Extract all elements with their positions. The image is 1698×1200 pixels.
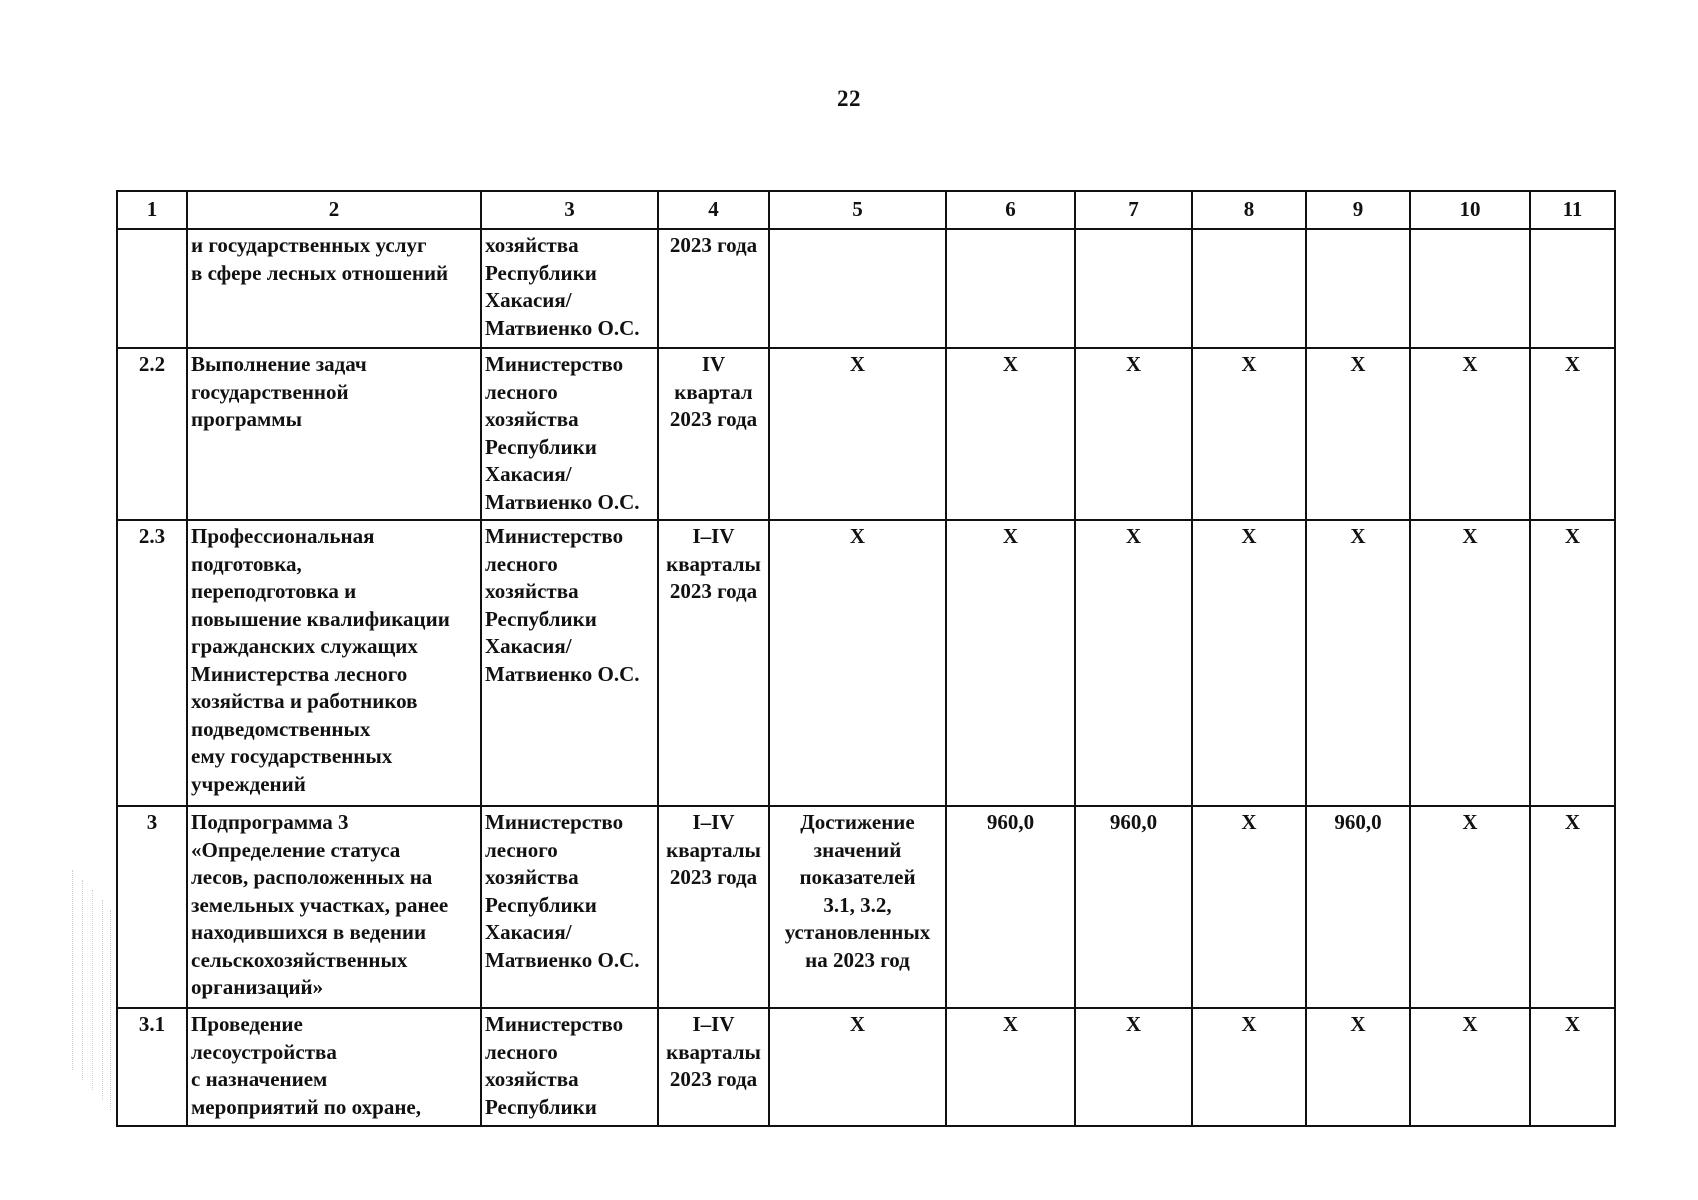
row-number: 2.2	[117, 348, 187, 520]
table-row	[117, 348, 1615, 520]
table-row	[117, 806, 1615, 1008]
executor: Министерство лесного хозяйства Республики	[481, 1008, 658, 1126]
period: IV квартал 2023 года	[658, 348, 769, 520]
value-col-10: Х	[1410, 806, 1530, 1008]
value-col-11	[1530, 229, 1615, 348]
table-row	[117, 229, 1615, 348]
page-number: 22	[837, 86, 861, 111]
row-number: 3	[117, 806, 187, 1008]
value-col-6: 960,0	[946, 806, 1075, 1008]
value-col-6: Х	[946, 520, 1075, 806]
header-col-8: 8	[1192, 191, 1306, 229]
header-col-7: 7	[1075, 191, 1192, 229]
value-col-11: Х	[1530, 1008, 1615, 1126]
activity-name: Проведение лесоустройства с назначением мероприятий по охране,	[187, 1008, 481, 1126]
value-col-9: Х	[1306, 348, 1410, 520]
scan-artifact	[64, 870, 120, 1100]
activity-name: Подпрограмма 3 «Определение статуса лесов, расположенных на земельных участках, ранее находившихся в ведении сельскохозяйственных организаций»	[187, 806, 481, 1008]
header-col-1: 1	[117, 191, 187, 229]
row-number	[117, 229, 187, 348]
value-col-9	[1306, 229, 1410, 348]
value-col-8: Х	[1192, 1008, 1306, 1126]
header-col-2: 2	[187, 191, 481, 229]
executor: Министерство лесного хозяйства Республики Хакасия/ Матвиенко О.С.	[481, 806, 658, 1008]
value-col-7: 960,0	[1075, 806, 1192, 1008]
value-col-10: Х	[1410, 1008, 1530, 1126]
header-col-10: 10	[1410, 191, 1530, 229]
header-col-4: 4	[658, 191, 769, 229]
expected-result: Х	[769, 1008, 946, 1126]
value-col-10: Х	[1410, 348, 1530, 520]
period: I–IV кварталы 2023 года	[658, 806, 769, 1008]
value-col-10: Х	[1410, 520, 1530, 806]
executor: Министерство лесного хозяйства Республики Хакасия/ Матвиенко О.С.	[481, 348, 658, 520]
value-col-8	[1192, 229, 1306, 348]
expected-result	[769, 229, 946, 348]
value-col-6: Х	[946, 348, 1075, 520]
value-col-11: Х	[1530, 806, 1615, 1008]
value-col-9: Х	[1306, 1008, 1410, 1126]
value-col-8: Х	[1192, 520, 1306, 806]
value-col-7: Х	[1075, 520, 1192, 806]
value-col-10	[1410, 229, 1530, 348]
value-col-11: Х	[1530, 348, 1615, 520]
expected-result: Х	[769, 520, 946, 806]
period: I–IV кварталы 2023 года	[658, 520, 769, 806]
value-col-7: Х	[1075, 1008, 1192, 1126]
value-col-8: Х	[1192, 348, 1306, 520]
value-col-7: Х	[1075, 348, 1192, 520]
plan-table	[116, 190, 1616, 1127]
activity-name: и государственных услуг в сфере лесных отношений	[187, 229, 481, 348]
executor: хозяйства Республики Хакасия/ Матвиенко О.С.	[481, 229, 658, 348]
period: I–IV кварталы 2023 года	[658, 1008, 769, 1126]
value-col-9: 960,0	[1306, 806, 1410, 1008]
executor: Министерство лесного хозяйства Республики Хакасия/ Матвиенко О.С.	[481, 520, 658, 806]
value-col-7	[1075, 229, 1192, 348]
header-col-3: 3	[481, 191, 658, 229]
expected-result: Х	[769, 348, 946, 520]
value-col-6: Х	[946, 1008, 1075, 1126]
value-col-6	[946, 229, 1075, 348]
period: 2023 года	[658, 229, 769, 348]
row-number: 2.3	[117, 520, 187, 806]
value-col-9: Х	[1306, 520, 1410, 806]
header-row	[117, 191, 1615, 229]
header-col-6: 6	[946, 191, 1075, 229]
header-col-5: 5	[769, 191, 946, 229]
activity-name: Профессиональная подготовка, переподготовка и повышение квалификации гражданских служащих Министерства лесного хозяйства и работников подведомственных ему государственных учреждений	[187, 520, 481, 806]
header-col-11: 11	[1530, 191, 1615, 229]
table-row	[117, 520, 1615, 806]
value-col-8: Х	[1192, 806, 1306, 1008]
row-number: 3.1	[117, 1008, 187, 1126]
header-col-9: 9	[1306, 191, 1410, 229]
expected-result: Достижение значений показателей 3.1, 3.2, установленных на 2023 год	[769, 806, 946, 1008]
activity-name: Выполнение задач государственной программы	[187, 348, 481, 520]
value-col-11: Х	[1530, 520, 1615, 806]
table-row	[117, 1008, 1615, 1126]
